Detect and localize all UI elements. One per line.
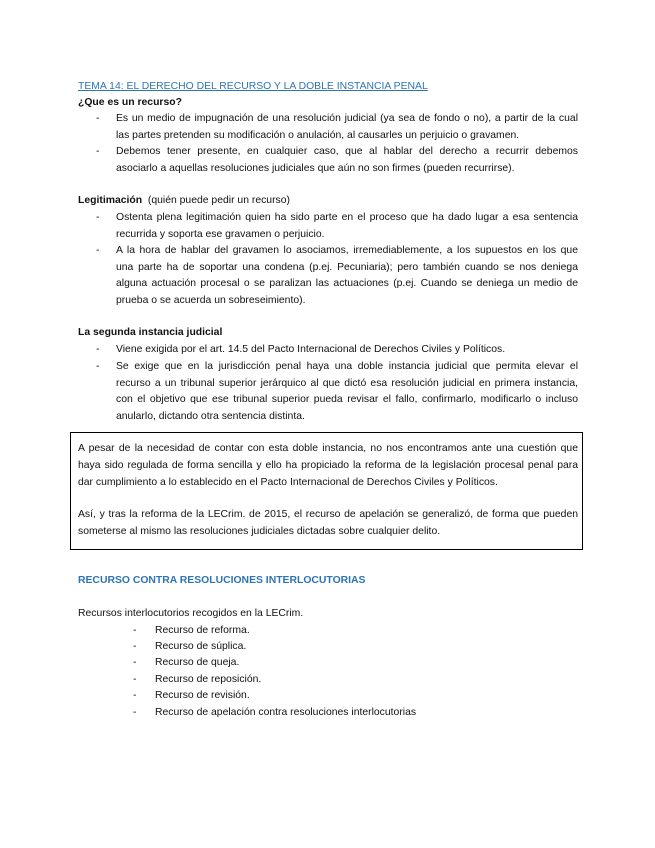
section-intro: Recursos interlocutorios recogidos en la LECrim. [78, 608, 304, 619]
list-item: Recurso de apelación contra resoluciones interlocutorias [155, 707, 417, 718]
list-item [116, 342, 578, 359]
section-heading-segunda-instancia: La segunda instancia judicial [78, 327, 223, 338]
text-line: alguna actuación procesal o se paralizan las actuaciones (p.ej. Cuando se deniega un medio de [116, 278, 578, 289]
text-line: asociarlo a aquellas resoluciones judiciales que aún no son firmes (pueden recurrirse). [116, 162, 515, 174]
bullet-dash: - [133, 707, 137, 718]
list-item: Recurso de reforma. [155, 625, 250, 636]
text-line: Así, y tras la reforma de la LECrim. de 2015, el recurso de apelación se generalizó, de forma que pueden [78, 509, 578, 520]
bullet-dash: - [96, 344, 100, 355]
list-item [116, 359, 578, 425]
text-line: con el objetivo que ese tribunal superior pueda revisar el fallo, confirmarlo, modificarlo o incluso [116, 394, 578, 405]
list-item: Recurso de súplica. [155, 641, 247, 652]
bullet-dash: - [96, 212, 100, 223]
bullet-dash: - [96, 361, 100, 372]
list-item: Recurso de reposición. [155, 674, 262, 685]
list-item [116, 111, 578, 144]
text-line: A pesar de la necesidad de contar con esta doble instancia, no nos encontramos ante una cuestión que [78, 443, 578, 454]
list-item: Recurso de queja. [155, 657, 240, 668]
section-heading-interlocutorias: RECURSO CONTRA RESOLUCIONES INTERLOCUTORIAS [78, 575, 366, 586]
section-heading-legitimacion [78, 193, 290, 209]
text-line: prueba o se acuerda un sobreseimiento). [116, 294, 306, 306]
text-line: Ostenta plena legitimación quien ha sido parte en el proceso que ha dado lugar a esa sentencia [116, 212, 578, 223]
bullet-dash: - [133, 690, 137, 701]
heading-text: Legitimación [78, 195, 143, 206]
text-line: someterse al mismo las resoluciones judiciales dictadas sobre cualquier delito. [78, 526, 441, 537]
bullet-dash: - [96, 245, 100, 256]
text-line: Se exige que en la jurisdicción penal haya una doble instancia judicial que permita elevar el [116, 361, 578, 372]
document-title: TEMA 14: EL DERECHO DEL RECURSO Y LA DOBLE INSTANCIA PENAL [78, 81, 428, 92]
text-line: Viene exigida por el art. 14.5 del Pacto Internacional de Derechos Civiles y Políticos. [116, 344, 506, 355]
text-line: Es un medio de impugnación de una resolución judicial (ya sea de fondo o no), a partir de la cual [116, 113, 578, 124]
text-line: las partes pretenden su modificación o anulación, al causarles un perjuicio o gravamen. [116, 129, 520, 141]
section-heading-recurso: ¿Que es un recurso? [78, 97, 182, 108]
heading-note: (quién puede pedir un recurso) [147, 195, 290, 206]
bullet-dash: - [133, 641, 137, 652]
bullet-dash: - [96, 146, 100, 157]
text-line: una parte ha de soportar una condena (p.ej. Pecuniaria); pero también cuando se nos deniega [116, 261, 578, 273]
text-line: dar cumplimiento a lo establecido en el Pacto Internacional de Derechos Civiles y Políticos. [78, 477, 498, 488]
box-paragraph [78, 506, 578, 540]
highlight-box [70, 432, 583, 550]
text-line: Debemos tener presente, en cualquier caso, que al hablar del derecho a recurrir debemos [116, 146, 578, 157]
list-item [116, 243, 578, 309]
list-item [116, 144, 578, 177]
bullet-dash: - [133, 625, 137, 636]
list-item [116, 210, 578, 243]
text-line: A la hora de hablar del gravamen lo asociamos, irremediablemente, a los supuestos en los que [116, 245, 578, 256]
bullet-dash: - [133, 674, 137, 685]
list-item: Recurso de revisión. [155, 690, 250, 701]
text-line: haya sido regulada de forma sencilla y ello ha propiciado la reforma de la legislación procesal penal para [78, 460, 578, 471]
box-paragraph [78, 440, 578, 491]
text-line: anularlo, dictando otra sentencia distinta. [116, 410, 305, 422]
bullet-dash: - [133, 657, 137, 668]
bullet-dash: - [96, 113, 100, 124]
text-line: recurso a un tribunal superior jerárquico al que dictó esa resolución judicial en primera instancia, [116, 377, 578, 389]
text-line: recurrida y soporta ese gravamen o perjuicio. [116, 228, 325, 240]
